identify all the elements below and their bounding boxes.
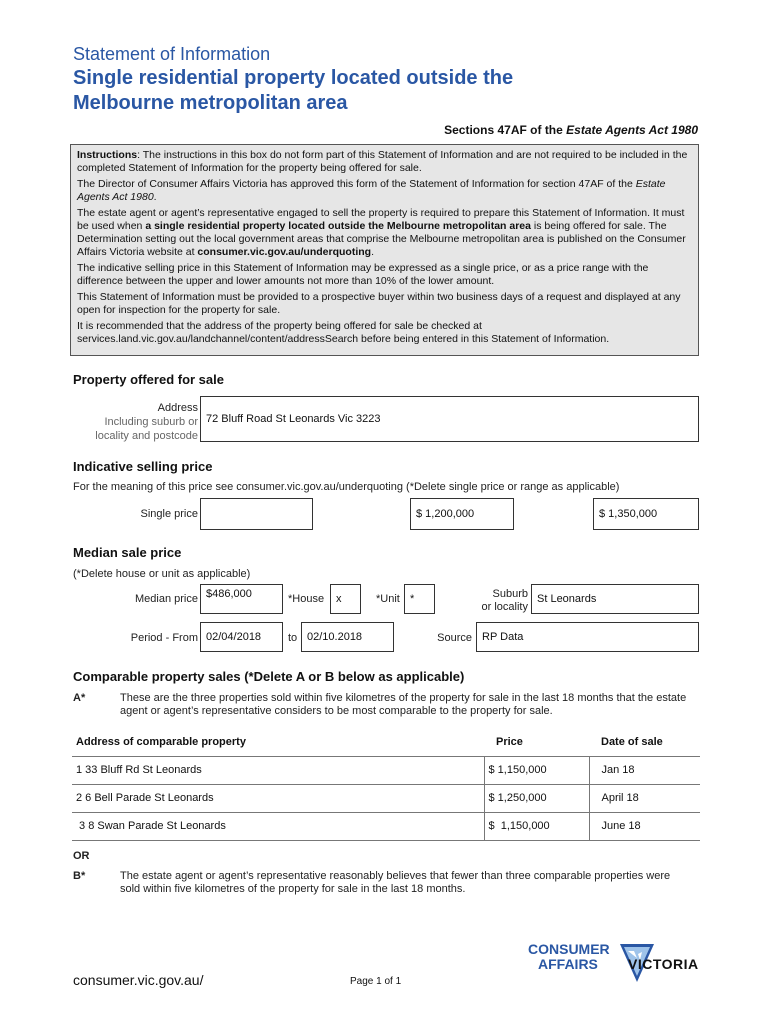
instructions-p3-b: is being offered for sale. The Determination setting out the local government areas that comprise the Melbourne metropolitan area is published on the Consumer Affairs Victoria website at bbox=[77, 220, 686, 258]
instructions-p3 bbox=[77, 207, 692, 259]
option-a-label: A* bbox=[73, 692, 86, 704]
address-label-1: Address bbox=[157, 402, 198, 414]
median-price-label: Median price bbox=[135, 593, 198, 605]
indicative-note: For the meaning of this price see consumer.vic.gov.au/underquoting (*Delete single price or range as applicable) bbox=[73, 481, 620, 493]
col-header-address: Address of comparable property bbox=[72, 728, 484, 756]
logo-line-2: AFFAIRS bbox=[538, 956, 598, 972]
sections-reference bbox=[444, 123, 698, 137]
instructions-p3-bold: a single residential property located outside the Melbourne metropolitan area bbox=[145, 220, 531, 232]
table-row bbox=[72, 784, 700, 812]
comparable-price[interactable]: $ 1,250,000 bbox=[484, 784, 589, 812]
instructions-label: Instructions bbox=[77, 149, 138, 161]
sections-prefix: Sections 47AF of the bbox=[444, 123, 567, 137]
indicative-heading: Indicative selling price bbox=[73, 459, 213, 474]
consumer-affairs-victoria-logo bbox=[528, 942, 703, 987]
or-label: OR bbox=[73, 850, 90, 862]
instructions-p3-link[interactable]: consumer.vic.gov.au/underquoting bbox=[197, 246, 372, 258]
comparable-date[interactable]: April 18 bbox=[589, 784, 700, 812]
range-low-field[interactable]: $ 1,200,000 bbox=[410, 498, 514, 530]
table-row bbox=[72, 756, 700, 784]
period-to-field[interactable]: 02/10.2018 bbox=[301, 622, 394, 652]
address-label-3: locality and postcode bbox=[95, 430, 198, 442]
address-label-2: Including suburb or bbox=[104, 416, 198, 428]
comparable-price[interactable]: $ 1,150,000 bbox=[484, 756, 589, 784]
address-field[interactable]: 72 Bluff Road St Leonards Vic 3223 bbox=[200, 396, 699, 442]
form-title bbox=[73, 66, 693, 116]
sections-act: Estate Agents Act 1980 bbox=[566, 123, 698, 137]
option-b-text: The estate agent or agent’s representative reasonably believes that fewer than three comparable properties were sold within five kilometres of the property for sale in the last 18 months. bbox=[120, 870, 671, 895]
col-header-date: Date of sale bbox=[589, 728, 700, 756]
instructions-p2-text: The Director of Consumer Affairs Victoria has approved this form of the Statement of Information for section 47AF of the bbox=[77, 178, 636, 190]
suburb-label-2: or locality bbox=[481, 601, 528, 613]
unit-checkbox[interactable]: * bbox=[404, 584, 435, 614]
col-header-price: Price bbox=[484, 728, 589, 756]
period-from-label: Period - From bbox=[130, 632, 198, 644]
range-high-field[interactable]: $ 1,350,000 bbox=[593, 498, 699, 530]
median-heading: Median sale price bbox=[73, 545, 182, 560]
property-heading: Property offered for sale bbox=[73, 372, 224, 387]
comparable-address[interactable]: 3 8 Swan Parade St Leonards bbox=[72, 812, 484, 840]
instructions-box bbox=[70, 144, 699, 356]
comparable-address[interactable]: 2 6 Bell Parade St Leonards bbox=[72, 784, 484, 812]
comparable-date[interactable]: June 18 bbox=[589, 812, 700, 840]
suburb-label-1: Suburb bbox=[492, 588, 528, 600]
logo-victoria-word: VICTORIA bbox=[628, 956, 699, 972]
form-title-line-1: Single residential property located outside the bbox=[73, 67, 514, 89]
house-checkbox[interactable]: x bbox=[330, 584, 361, 614]
comparable-heading: Comparable property sales (*Delete A or B below as applicable) bbox=[73, 669, 465, 684]
instructions-p2-end: . bbox=[153, 191, 157, 203]
comparable-address[interactable]: 1 33 Bluff Rd St Leonards bbox=[72, 756, 484, 784]
comparable-date[interactable]: Jan 18 bbox=[589, 756, 700, 784]
median-note: (*Delete house or unit as applicable) bbox=[73, 568, 251, 580]
source-label: Source bbox=[437, 632, 472, 644]
instructions-p2 bbox=[77, 178, 692, 204]
instructions-p1-text: : The instructions in this box do not form part of this Statement of Information and are not required to be included in the completed Statement of Information for the property being offered for sale. bbox=[77, 149, 688, 174]
comparable-table bbox=[72, 728, 700, 841]
option-a-text: These are the three properties sold within five kilometres of the property for sale in the last 18 months that the estate agent or agent’s representative considers to be most comparable to the property for sale. bbox=[120, 692, 687, 717]
table-row bbox=[72, 812, 700, 840]
instructions-p4: The indicative selling price in this Statement of Information may be expressed as a single price, or as a price range with the difference between the upper and lower amounts not more than 10% of the lower amount. bbox=[77, 262, 649, 287]
instructions-p3-end: . bbox=[371, 246, 375, 258]
instructions-p2-act: Estate Agents Act 1980 bbox=[77, 178, 666, 203]
footer-url[interactable]: consumer.vic.gov.au/ bbox=[73, 972, 204, 988]
suburb-field[interactable]: St Leonards bbox=[531, 584, 699, 614]
suburb-label bbox=[482, 588, 528, 614]
house-label: *House bbox=[288, 593, 325, 605]
instructions-p1 bbox=[77, 149, 692, 175]
period-to-label: to bbox=[288, 632, 298, 644]
page-number: Page 1 of 1 bbox=[350, 976, 402, 987]
logo-line-1: CONSUMER bbox=[528, 941, 610, 957]
option-b-label: B* bbox=[73, 870, 86, 882]
single-price-field[interactable] bbox=[200, 498, 313, 530]
form-subtitle: Statement of Information bbox=[73, 44, 271, 64]
form-title-line-2: Melbourne metropolitan area bbox=[73, 92, 348, 114]
table-header-row bbox=[72, 728, 700, 756]
single-price-label: Single price bbox=[140, 508, 198, 520]
source-field[interactable]: RP Data bbox=[476, 622, 699, 652]
period-from-field[interactable]: 02/04/2018 bbox=[200, 622, 283, 652]
instructions-p5: This Statement of Information must be provided to a prospective buyer within two business days of a request and displayed at any open for inspection for the property for sale. bbox=[77, 291, 681, 316]
median-price-field[interactable]: $486,000 bbox=[200, 584, 283, 614]
unit-label: *Unit bbox=[376, 593, 400, 605]
comparable-price[interactable]: $ 1,150,000 bbox=[484, 812, 589, 840]
address-label bbox=[95, 401, 198, 443]
instructions-p6: It is recommended that the address of the property being offered for sale be checked at services.land.vic.gov.au/landchannel/content/addressSearch before being entered in this Statement of Information. bbox=[77, 320, 610, 345]
instructions-p3-a: The estate agent or agent’s representative engaged to sell the property is required to prepare this Statement of Information. It must be used when bbox=[77, 207, 685, 232]
